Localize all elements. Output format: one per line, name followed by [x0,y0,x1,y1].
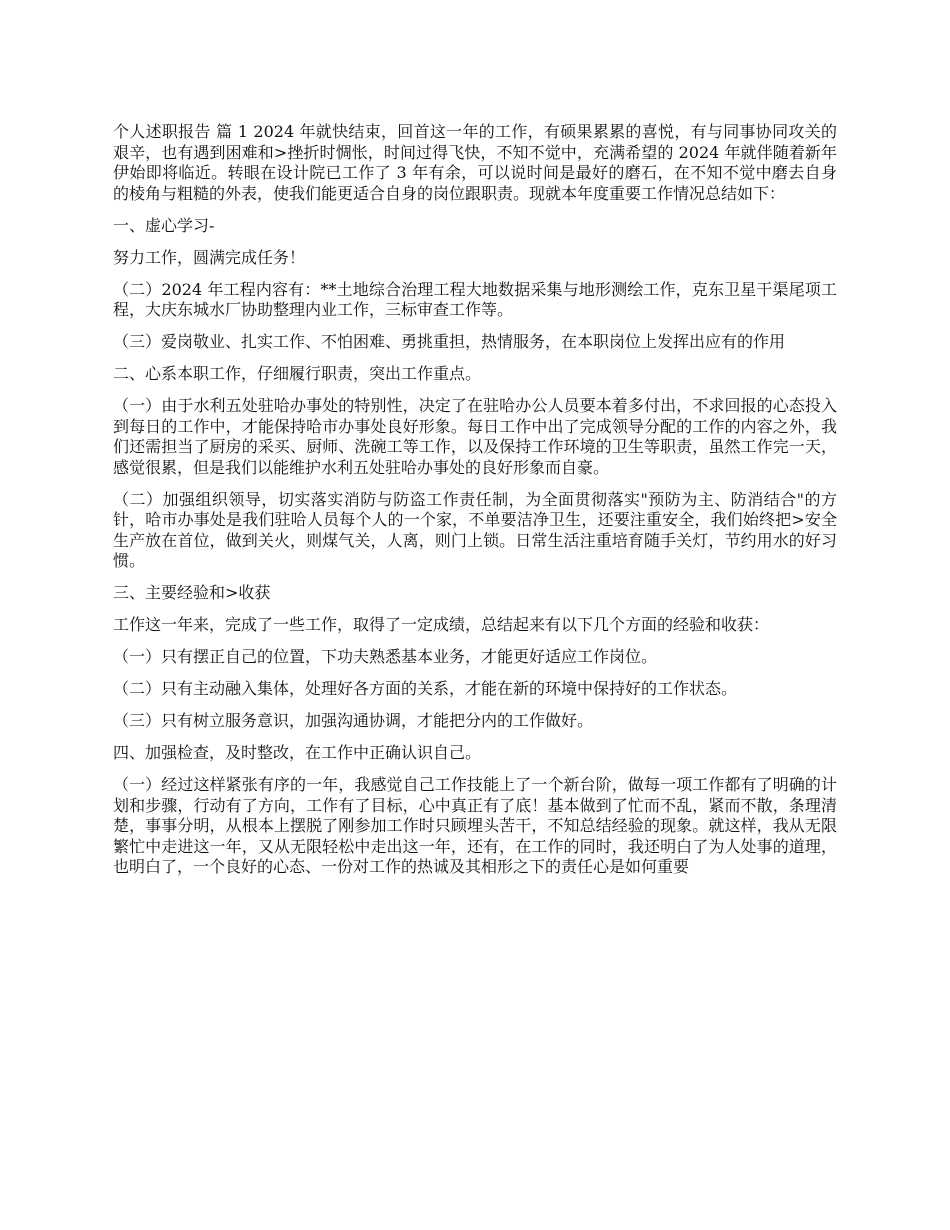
paragraph: 努力工作，圆满完成任务！ [113,247,306,267]
paragraph: 工作这一年来，完成了一些工作，取得了一定成绩，总结起来有以下几个方面的经验和收获： [113,615,770,634]
intro-paragraph: 个人述职报告 篇 1 2024 年就快结束，回首这一年的工作，有硕果累累的喜悦，有与同事协同攻关的艰辛，也有遇到困难和>挫折时惆怅，时间过得飞快，不知不觉中，充满希望的 2024 年就伴随着新年伊始即将临近。转眼在设计院已工作了 3 年有余，可以说时间是最好的磨石，在不知不觉中磨去自身的棱角与粗糙的外表，使我们能更适合自身的岗位跟职责。现就本年度重要工作情况总结如下： [113,122,837,203]
paragraph: （二）2024 年工程内容有：**土地综合治理工程大地数据采集与地形测绘工作，克东卫星干渠尾项工程，大庆东城水厂协助整理内业工作，三标审查工作等。 [113,279,837,319]
paragraph: （一）只有摆正自己的位置，下功夫熟悉基本业务，才能更好适应工作岗位。 [113,647,658,666]
paragraph: （三）只有树立服务意识，加强沟通协调，才能把分内的工作做好。 [113,711,594,730]
paragraph: （二）只有主动融入集体，处理好各方面的关系，才能在新的环境中保持好的工作状态。 [113,679,738,698]
section-heading-2: 二、心系本职工作，仔细履行职责，突出工作重点。 [113,364,482,383]
paragraph: （一）由于水利五处驻哈办事处的特别性，决定了在驻哈办公人员要本着多付出，不求回报的心态投入到每日的工作中，才能保持哈市办事处良好形象。每日工作中出了完成领导分配的工作的内容之外，我们还需担当了厨房的采买、厨师、洗碗工等工作，以及保持工作环境的卫生等职责，虽然工作完一天，感觉很累，但是我们以能维护水利五处驻哈办事处的良好形象而自豪。 [113,396,837,477]
paragraph: （二）加强组织领导，切实落实消防与防盗工作责任制，为全面贯彻落实"预防为主、防消结合"的方针，哈市办事处是我们驻哈人员每个人的一个家，不单要洁净卫生，还要注重安全，我们始终把>安全生产放在首位，做到关火，则煤气关，人离，则门上锁。日常生活注重培育随手关灯，节约用水的好习惯。 [113,489,837,570]
section-heading-3: 三、主要经验和>收获 [113,583,271,602]
paragraph: （三）爱岗敬业、扎实工作、不怕困难、勇挑重担，热情服务，在本职岗位上发挥出应有的作用 [113,332,786,351]
section-heading-4: 四、加强检查，及时整改，在工作中正确认识自己。 [113,743,482,762]
section-heading-1: 一、虚心学习- [113,215,215,235]
paragraph: （一）经过这样紧张有序的一年，我感觉自己工作技能上了一个新台阶，做每一项工作都有了明确的计划和步骤，行动有了方向，工作有了目标，心中真正有了底！基本做到了忙而不乱，紧而不散，条理清楚，事事分明，从根本上摆脱了刚参加工作时只顾埋头苦干，不知总结经验的现象。就这样，我从无限繁忙中走进这一年，又从无限轻松中走出这一年，还有，在工作的同时，我还明白了为人处事的道理，也明白了，一个良好的心态、一份对工作的热诚及其相形之下的责任心是如何重要 [113,775,837,876]
document-page [113,122,837,889]
